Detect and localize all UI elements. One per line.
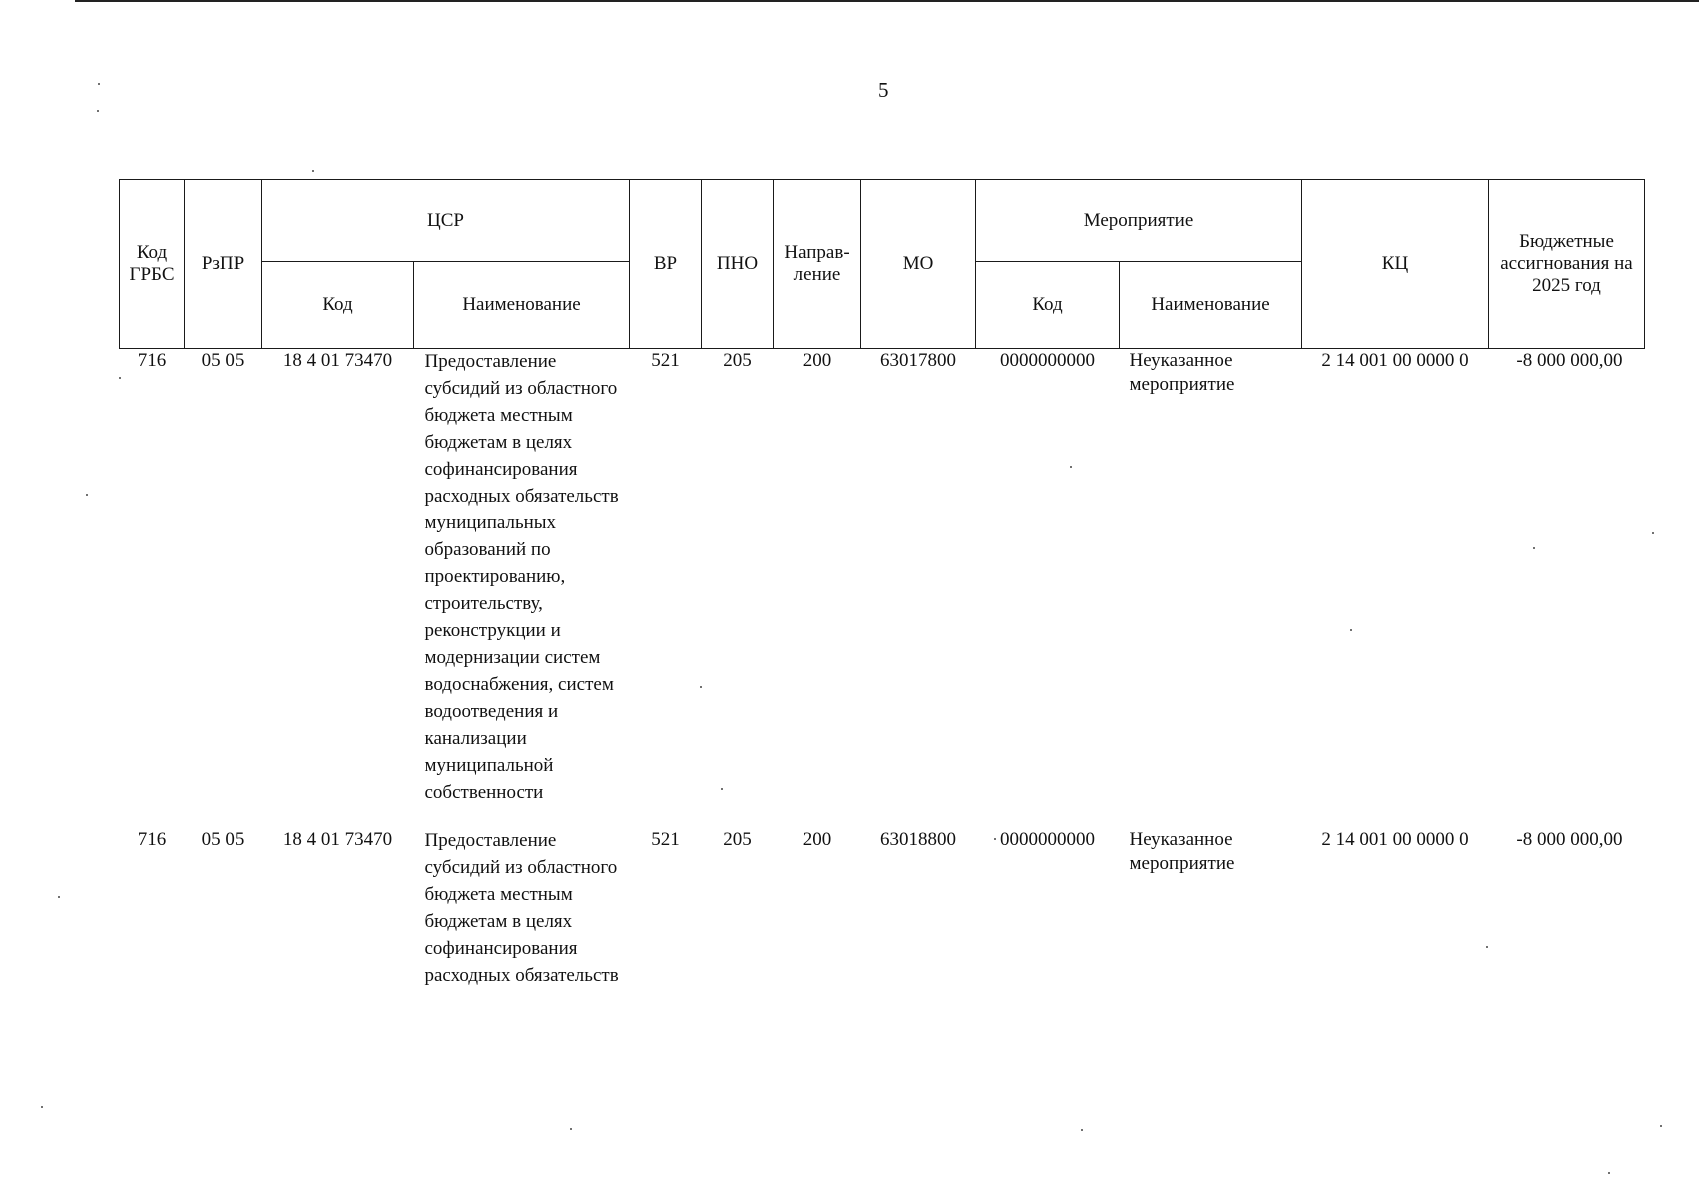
cell-csr-name: Предоставление субсидий из областного бюджета местным бюджетам в целях софинансирования расходных обязательств муниципальных образований по проектированию, строительству, реконструкции и модернизации систем водоснабжения, систем водоотведения и канализации муниципальной собственности xyxy=(424,351,619,803)
cell-amount: -8 000 000,00 xyxy=(1516,350,1623,371)
cell-amount: -8 000 000,00 xyxy=(1516,829,1623,851)
scan-speck xyxy=(1660,1125,1662,1127)
scan-speck xyxy=(570,1128,572,1130)
cell-csr-code: 18 4 01 73470 xyxy=(282,829,393,851)
budget-allocation-table xyxy=(119,179,1645,990)
header-csr-name: Наименование xyxy=(414,262,630,349)
header-pno: ПНО xyxy=(702,180,774,349)
cell-event-code: 0000000000 xyxy=(1000,829,1095,851)
cell-direction: 200 xyxy=(802,829,832,851)
cell-csr-name: Предоставление субсидий из областного бюджета местным бюджетам в целях софинансирования расходных обязательств xyxy=(424,830,619,986)
cell-csr-code: 18 4 01 73470 xyxy=(282,350,393,371)
header-mo: МО xyxy=(861,180,976,349)
scan-speck xyxy=(1608,1172,1610,1174)
scan-speck xyxy=(1350,629,1352,631)
top-border-line xyxy=(75,0,1699,2)
header-budget: Бюджетные ассигнования на 2025 год xyxy=(1489,180,1645,349)
page-number: 5 xyxy=(878,78,889,102)
scan-speck xyxy=(1652,532,1654,534)
scan-speck xyxy=(58,896,60,898)
cell-event-name: Неуказанное мероприятие xyxy=(1129,829,1235,875)
header-rzpr: РзПР xyxy=(185,180,262,349)
scan-speck xyxy=(86,494,88,496)
cell-grbs: 716 xyxy=(137,350,167,371)
cell-event-code: 0000000000 xyxy=(1000,350,1095,371)
cell-vr: 521 xyxy=(651,350,680,371)
scan-speck xyxy=(994,838,996,840)
scan-speck xyxy=(97,110,99,112)
header-event: Мероприятие xyxy=(976,180,1302,262)
cell-grbs: 716 xyxy=(137,829,167,851)
cell-vr: 521 xyxy=(651,829,680,851)
header-csr-code: Код xyxy=(262,262,414,349)
cell-kc: 2 14 001 00 0000 0 xyxy=(1321,829,1469,851)
table-row xyxy=(120,828,1645,989)
header-event-code: Код xyxy=(976,262,1120,349)
header-csr: ЦСР xyxy=(262,180,630,262)
cell-pno: 205 xyxy=(723,350,752,371)
header-event-name: Наименование xyxy=(1120,262,1302,349)
cell-rzpr: 05 05 xyxy=(201,829,245,851)
cell-mo: 63017800 xyxy=(880,350,956,371)
cell-rzpr: 05 05 xyxy=(201,350,245,371)
scan-speck xyxy=(1533,547,1535,549)
cell-mo: 63018800 xyxy=(880,829,956,851)
header-kc: КЦ xyxy=(1302,180,1489,349)
cell-pno: 205 xyxy=(723,829,752,851)
header-grbs: Код ГРБС xyxy=(120,180,185,349)
scan-speck xyxy=(41,1106,43,1108)
scan-speck xyxy=(98,83,100,85)
header-direction: Направ-ление xyxy=(774,180,861,349)
cell-event-name: Неуказанное мероприятие xyxy=(1129,350,1235,395)
scan-speck xyxy=(1081,1129,1083,1131)
scan-speck xyxy=(1070,466,1072,468)
header-vr: ВР xyxy=(630,180,702,349)
scan-speck xyxy=(1486,946,1488,948)
scan-speck xyxy=(119,377,121,379)
cell-direction: 200 xyxy=(802,350,832,371)
scan-speck xyxy=(700,686,702,688)
scan-speck xyxy=(312,170,314,172)
cell-kc: 2 14 001 00 0000 0 xyxy=(1321,350,1469,371)
scan-speck xyxy=(721,788,723,790)
table-row xyxy=(120,349,1645,829)
